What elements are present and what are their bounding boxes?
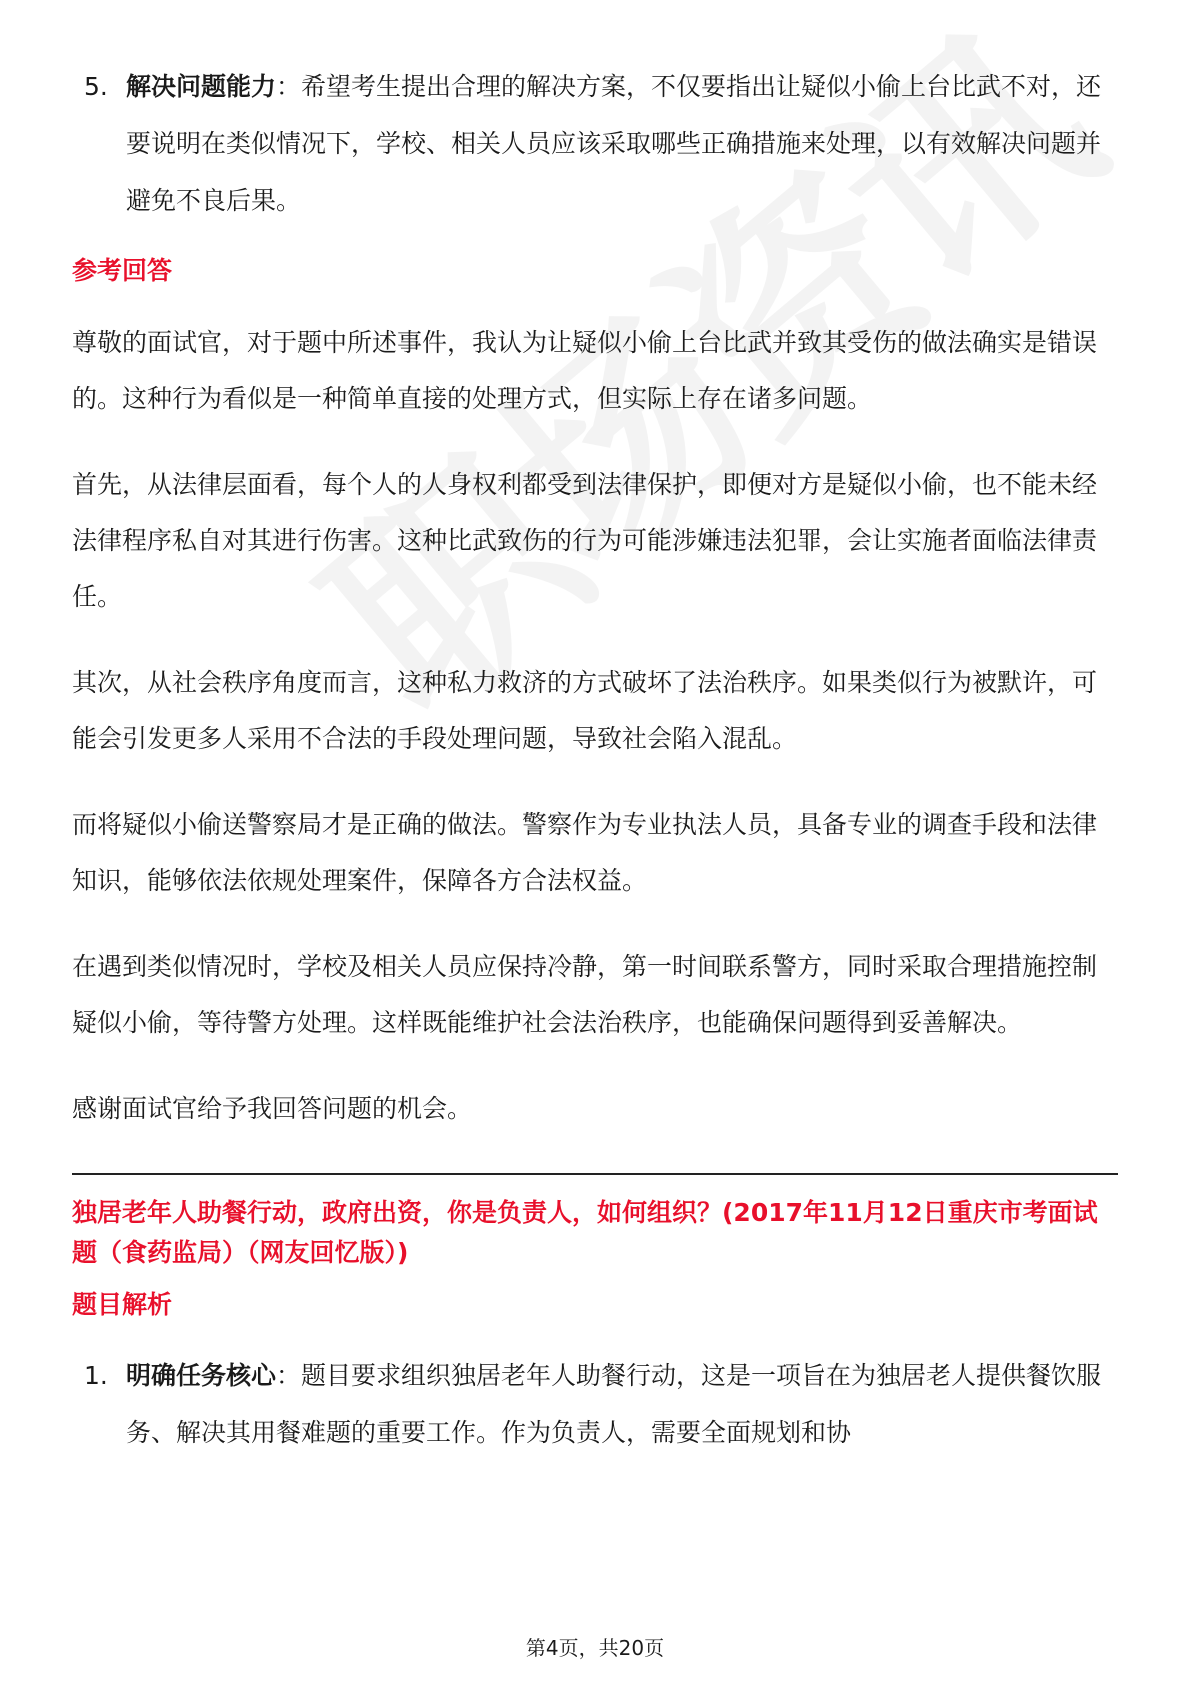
list-item-1 [72, 1347, 1118, 1461]
page-footer: 第4页，共20页 [525, 1636, 665, 1660]
list-item-title: 明确任务核心 [126, 1361, 277, 1390]
list-number: 1. [84, 1361, 108, 1390]
paragraph-4: 而将疑似小偷送警察局才是正确的做法。警察作为专业执法人员，具备专业的调查手段和法律知识，能够依法依规处理案件，保障各方合法权益。 [72, 810, 1098, 895]
list-item-text: ：希望考生提出合理的解决方案，不仅要指出让疑似小偷上台比武不对，还要说明在类似情况下，学校、相关人员应该采取哪些正确措施来处理，以有效解决问题并避免不良后果。 [126, 72, 1102, 215]
paragraph-5: 在遇到类似情况时，学校及相关人员应保持冷静，第一时间联系警方，同时采取合理措施控制疑似小偷，等待警方处理。这样既能维护社会法治秩序，也能确保问题得到妥善解决。 [72, 952, 1098, 1037]
list-item-5 [72, 58, 1118, 229]
content [72, 58, 1118, 1461]
analysis-heading: 题目解析 [72, 1290, 173, 1319]
list-item-title: 解决问题能力 [126, 72, 277, 101]
paragraph-3: 其次，从社会秩序角度而言，这种私力救济的方式破坏了法治秩序。如果类似行为被默许，可能会引发更多人采用不合法的手段处理问题，导致社会陷入混乱。 [72, 668, 1098, 753]
answer-heading: 参考回答 [72, 256, 173, 285]
list-number: 5. [84, 72, 108, 101]
paragraph-2: 首先，从法律层面看，每个人的人身权利都受到法律保护，即便对方是疑似小偷，也不能未经法律程序私自对其进行伤害。这种比武致伤的行为可能涉嫌违法犯罪，会让实施者面临法律责任。 [72, 470, 1098, 611]
list-item-text: ：题目要求组织独居老年人助餐行动，这是一项旨在为独居老人提供餐饮服务、解决其用餐难题的重要工作。作为负责人，需要全面规划和协 [126, 1361, 1102, 1447]
question-title: 独居老年人助餐行动，政府出资，你是负责人，如何组织？(2017年11月12日重庆市考面试题（食药监局）（网友回忆版）) [72, 1198, 1098, 1267]
paragraph-1: 尊敬的面试官，对于题中所述事件，我认为让疑似小偷上台比武并致其受伤的做法确实是错误的。这种行为看似是一种简单直接的处理方式，但实际上存在诸多问题。 [72, 328, 1098, 413]
paragraph-6: 感谢面试官给予我回答问题的机会。 [72, 1094, 473, 1123]
